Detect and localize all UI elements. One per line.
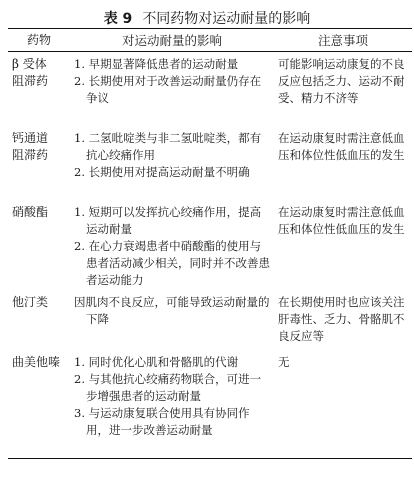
drug-cell (8, 52, 70, 127)
drug-cell (8, 350, 70, 459)
effect-item: 1. 二氢吡啶类与非二氢吡啶类，都有抗心绞痛作用 (74, 131, 262, 162)
effect-item: 2. 在心力衰竭患者中硝酸酯的使用与患者活动减少相关，同时并不改善患者运动能力 (74, 239, 270, 287)
table-row (8, 200, 412, 290)
table-row (8, 350, 412, 459)
drug-cell (8, 126, 70, 200)
drug-name-line: β 受体 (12, 57, 47, 71)
table-row (8, 290, 412, 350)
effect-item: 3. 与运动康复联合使用具有协同作用，进一步改善运动耐量 (74, 406, 250, 437)
table-title: 不同药物对运动耐量的影响 (142, 11, 311, 27)
drug-name-line: 硝酸酯 (12, 205, 49, 219)
table-row (8, 126, 412, 200)
drug-cell (8, 290, 70, 350)
effect-cell (70, 126, 274, 200)
drug-cell (8, 200, 70, 290)
table-caption (8, 0, 406, 28)
notes-cell: 在运动康复时需注意低血压和体位性低血压的发生 (278, 131, 405, 162)
drug-effects-table (8, 28, 412, 459)
drug-name-line: 曲美他嗪 (12, 355, 61, 369)
table-body (8, 52, 412, 459)
table-row (8, 52, 412, 127)
effect-item: 2. 与其他抗心绞痛药物联合，可进一步增强患者的运动耐量 (74, 372, 262, 403)
effect-item: 1. 短期可以发挥抗心绞痛作用，提高运动耐量 (74, 205, 262, 236)
notes-cell: 在运动康复时需注意低血压和体位性低血压的发生 (278, 205, 405, 236)
table-header-row (8, 29, 412, 52)
notes-cell: 在长期使用时也应该关注肝毒性、乏力、骨骼肌不良反应等 (278, 295, 405, 343)
drug-name-line: 阻滞药 (12, 148, 49, 162)
column-header-drug: 药物 (8, 29, 70, 52)
column-header-effect: 对运动耐量的影响 (70, 29, 274, 52)
notes-cell: 可能影响运动康复的不良反应包括乏力、运动不耐受、精力不济等 (278, 57, 405, 105)
effect-item: 因肌肉不良反应，可能导致运动耐量的下降 (74, 295, 270, 326)
notes-cell: 无 (278, 355, 290, 369)
effect-item: 1. 早期显著降低患者的运动耐量 (74, 57, 239, 71)
effect-item: 2. 长期使用对于改善运动耐量仍存在争议 (74, 74, 262, 105)
table-number: 表 9 (103, 11, 133, 27)
drug-name-line: 钙通道 (12, 131, 49, 145)
effect-item: 1. 同时优化心肌和骨骼肌的代谢 (74, 355, 239, 369)
effect-cell (70, 52, 274, 127)
effect-cell (70, 350, 274, 459)
effect-item: 2. 长期使用对提高运动耐量不明确 (74, 165, 250, 179)
effect-cell (70, 290, 274, 350)
drug-name-line: 阻滞药 (12, 74, 49, 88)
column-header-notes: 注意事项 (274, 29, 412, 52)
drug-name-line: 他汀类 (12, 295, 49, 309)
effect-cell (70, 200, 274, 290)
